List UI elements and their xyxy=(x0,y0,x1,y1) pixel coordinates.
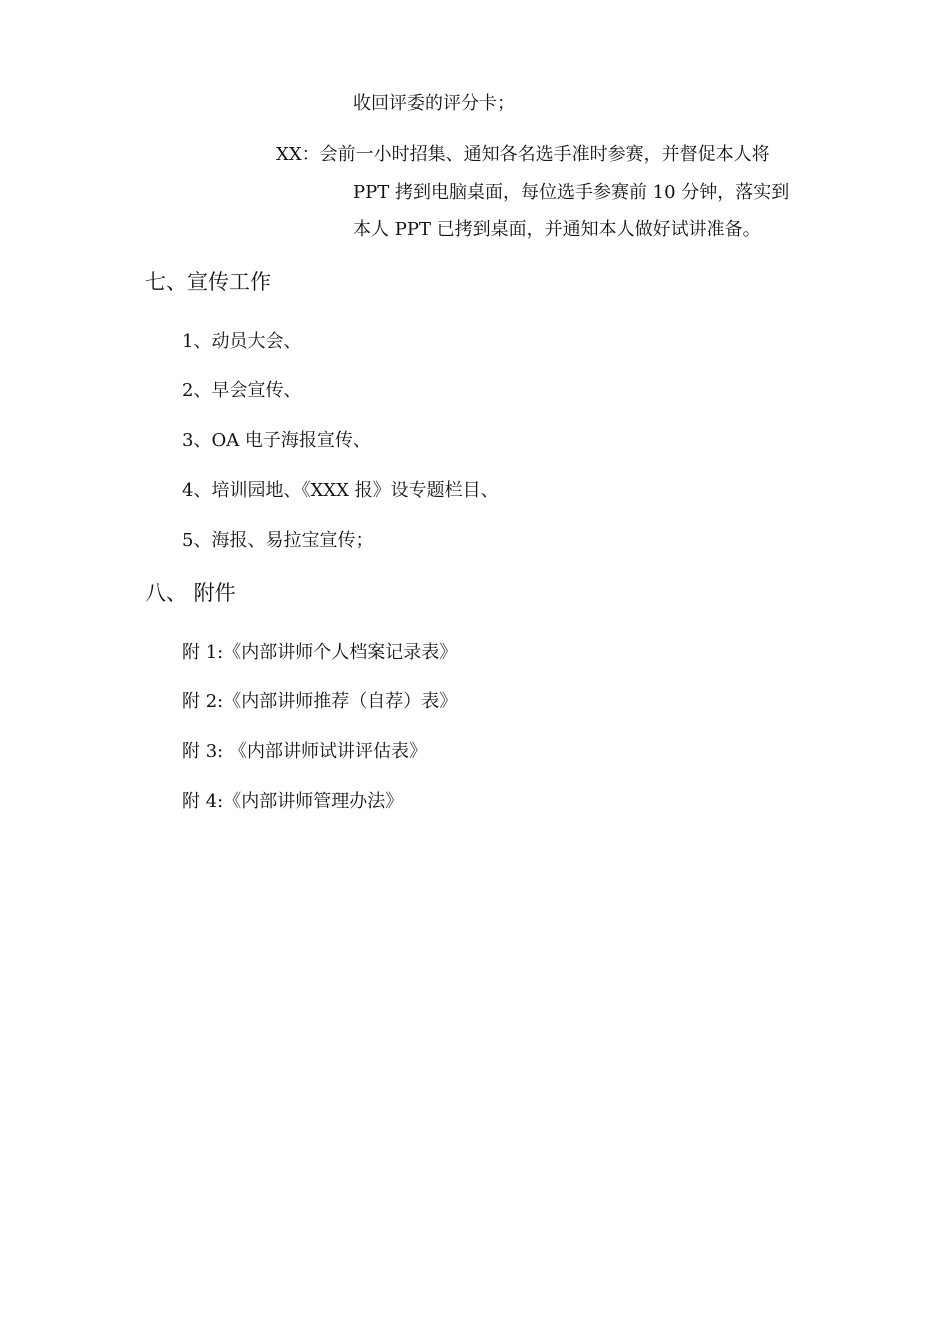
xx-duty-line-3: 本人 PPT 已拷到桌面，并通知本人做好试讲准备。 xyxy=(353,219,761,240)
attachment-item-4: 附 4:《内部讲师管理办法》 xyxy=(182,791,404,812)
continuation-line: 收回评委的评分卡； xyxy=(353,93,515,114)
attachment-item-3: 附 3: 《内部讲师试讲评估表》 xyxy=(182,741,427,762)
section-7-item-2: 2、早会宣传、 xyxy=(182,380,302,401)
xx-duty-line-1 xyxy=(276,143,770,167)
section-7-item-4: 4、培训园地、《XXX 报》设专题栏目、 xyxy=(182,480,499,501)
section-8-heading: 八、 附件 xyxy=(145,581,236,605)
attachment-item-2: 附 2:《内部讲师推荐（自荐）表》 xyxy=(182,691,458,712)
xx-duty-line-2: PPT 拷到电脑桌面，每位选手参赛前 10 分钟，落实到 xyxy=(353,182,790,203)
xx-duty-text-1: 会前一小时招集、通知各名选手准时参赛，并督促本人将 xyxy=(319,144,770,165)
section-7-item-5: 5、海报、易拉宝宣传； xyxy=(182,530,374,551)
attachment-item-1: 附 1:《内部讲师个人档案记录表》 xyxy=(182,642,458,663)
section-7-heading: 七、宣传工作 xyxy=(145,270,271,294)
section-7-item-1: 1、动员大会、 xyxy=(182,331,302,352)
section-7-item-3: 3、OA 电子海报宣传、 xyxy=(182,430,371,451)
xx-label: XX： xyxy=(276,144,320,165)
